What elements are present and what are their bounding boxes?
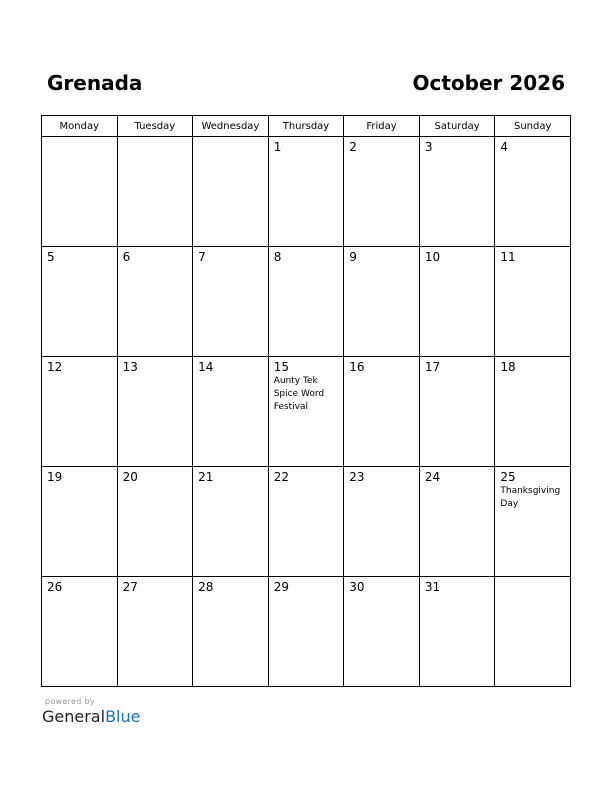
weekday-header: Wednesday xyxy=(193,116,269,137)
day-number: 16 xyxy=(349,360,365,374)
day-cell xyxy=(419,467,495,577)
powered-by-text: powered by xyxy=(45,697,95,706)
weekday-header: Tuesday xyxy=(117,116,193,137)
day-number: 1 xyxy=(273,140,282,154)
day-cell xyxy=(268,247,344,357)
calendar-grid xyxy=(41,115,571,687)
weekday-header: Thursday xyxy=(268,116,344,137)
weekday-header: Friday xyxy=(344,116,420,137)
day-cell xyxy=(193,577,269,687)
empty-day-cell xyxy=(117,137,193,247)
day-cell xyxy=(42,357,118,467)
day-number: 3 xyxy=(424,140,433,154)
holiday-event-line: Spice Word xyxy=(273,389,325,399)
generalblue-logo xyxy=(42,707,140,726)
country-title: Grenada xyxy=(47,71,143,95)
day-number: 22 xyxy=(273,470,289,484)
day-cell xyxy=(117,357,193,467)
day-cell xyxy=(193,247,269,357)
day-number: 27 xyxy=(122,580,138,594)
day-number: 6 xyxy=(122,250,131,264)
day-cell xyxy=(117,577,193,687)
day-cell xyxy=(495,467,571,577)
day-cell xyxy=(419,357,495,467)
empty-day-cell xyxy=(193,137,269,247)
day-number: 15 xyxy=(273,360,289,374)
day-cell xyxy=(419,577,495,687)
day-number: 25 xyxy=(500,470,516,484)
month-title: October 2026 xyxy=(412,71,565,95)
day-cell xyxy=(344,577,420,687)
day-cell xyxy=(268,467,344,577)
day-number: 30 xyxy=(349,580,365,594)
day-number: 14 xyxy=(198,360,214,374)
holiday-event-line: Aunty Tek xyxy=(273,376,318,386)
weekday-header: Saturday xyxy=(419,116,495,137)
empty-day-cell xyxy=(42,137,118,247)
day-number: 9 xyxy=(349,250,357,264)
day-cell xyxy=(344,137,420,247)
day-cell xyxy=(268,357,344,467)
day-number: 26 xyxy=(47,580,63,594)
holiday-event-line: Thanksgiving xyxy=(500,486,561,496)
weekday-header-row xyxy=(42,116,571,137)
day-number: 11 xyxy=(500,250,516,264)
day-cell xyxy=(344,467,420,577)
day-cell xyxy=(193,357,269,467)
day-number: 8 xyxy=(273,250,282,264)
day-cell xyxy=(117,467,193,577)
day-number: 23 xyxy=(349,470,365,484)
day-cell xyxy=(495,137,571,247)
day-number: 2 xyxy=(349,140,357,154)
day-number: 21 xyxy=(198,470,214,484)
day-cell xyxy=(419,137,495,247)
holiday-event-line: Festival xyxy=(273,402,308,412)
day-cell xyxy=(419,247,495,357)
day-number: 13 xyxy=(122,360,138,374)
day-number: 29 xyxy=(273,580,289,594)
empty-day-cell xyxy=(495,577,571,687)
day-number: 31 xyxy=(424,580,441,594)
day-number: 24 xyxy=(424,470,441,484)
day-cell xyxy=(344,357,420,467)
week-row xyxy=(42,137,571,247)
brand-general: General xyxy=(42,707,106,726)
day-number: 20 xyxy=(122,470,138,484)
day-number: 17 xyxy=(424,360,441,374)
day-cell xyxy=(42,467,118,577)
day-number: 7 xyxy=(198,250,206,264)
holiday-event xyxy=(274,375,344,414)
week-row xyxy=(42,247,571,357)
day-cell xyxy=(117,247,193,357)
day-number: 10 xyxy=(424,250,441,264)
day-number: 5 xyxy=(47,250,55,264)
day-number: 19 xyxy=(47,470,63,484)
day-cell xyxy=(42,577,118,687)
day-cell xyxy=(495,357,571,467)
week-row xyxy=(42,467,571,577)
day-cell xyxy=(193,467,269,577)
holiday-event-line: Day xyxy=(500,499,519,509)
week-row xyxy=(42,357,571,467)
day-cell xyxy=(42,247,118,357)
day-cell xyxy=(495,247,571,357)
brand-blue: Blue xyxy=(105,707,141,726)
day-cell xyxy=(268,137,344,247)
footer-branding xyxy=(42,697,140,726)
weekday-header: Sunday xyxy=(495,116,571,137)
weekday-header: Monday xyxy=(42,116,118,137)
day-number: 18 xyxy=(500,360,516,374)
week-row xyxy=(42,577,571,687)
day-number: 4 xyxy=(500,140,509,154)
holiday-event xyxy=(500,485,570,511)
day-number: 12 xyxy=(47,360,63,374)
day-number: 28 xyxy=(198,580,214,594)
day-cell xyxy=(344,247,420,357)
day-cell xyxy=(268,577,344,687)
